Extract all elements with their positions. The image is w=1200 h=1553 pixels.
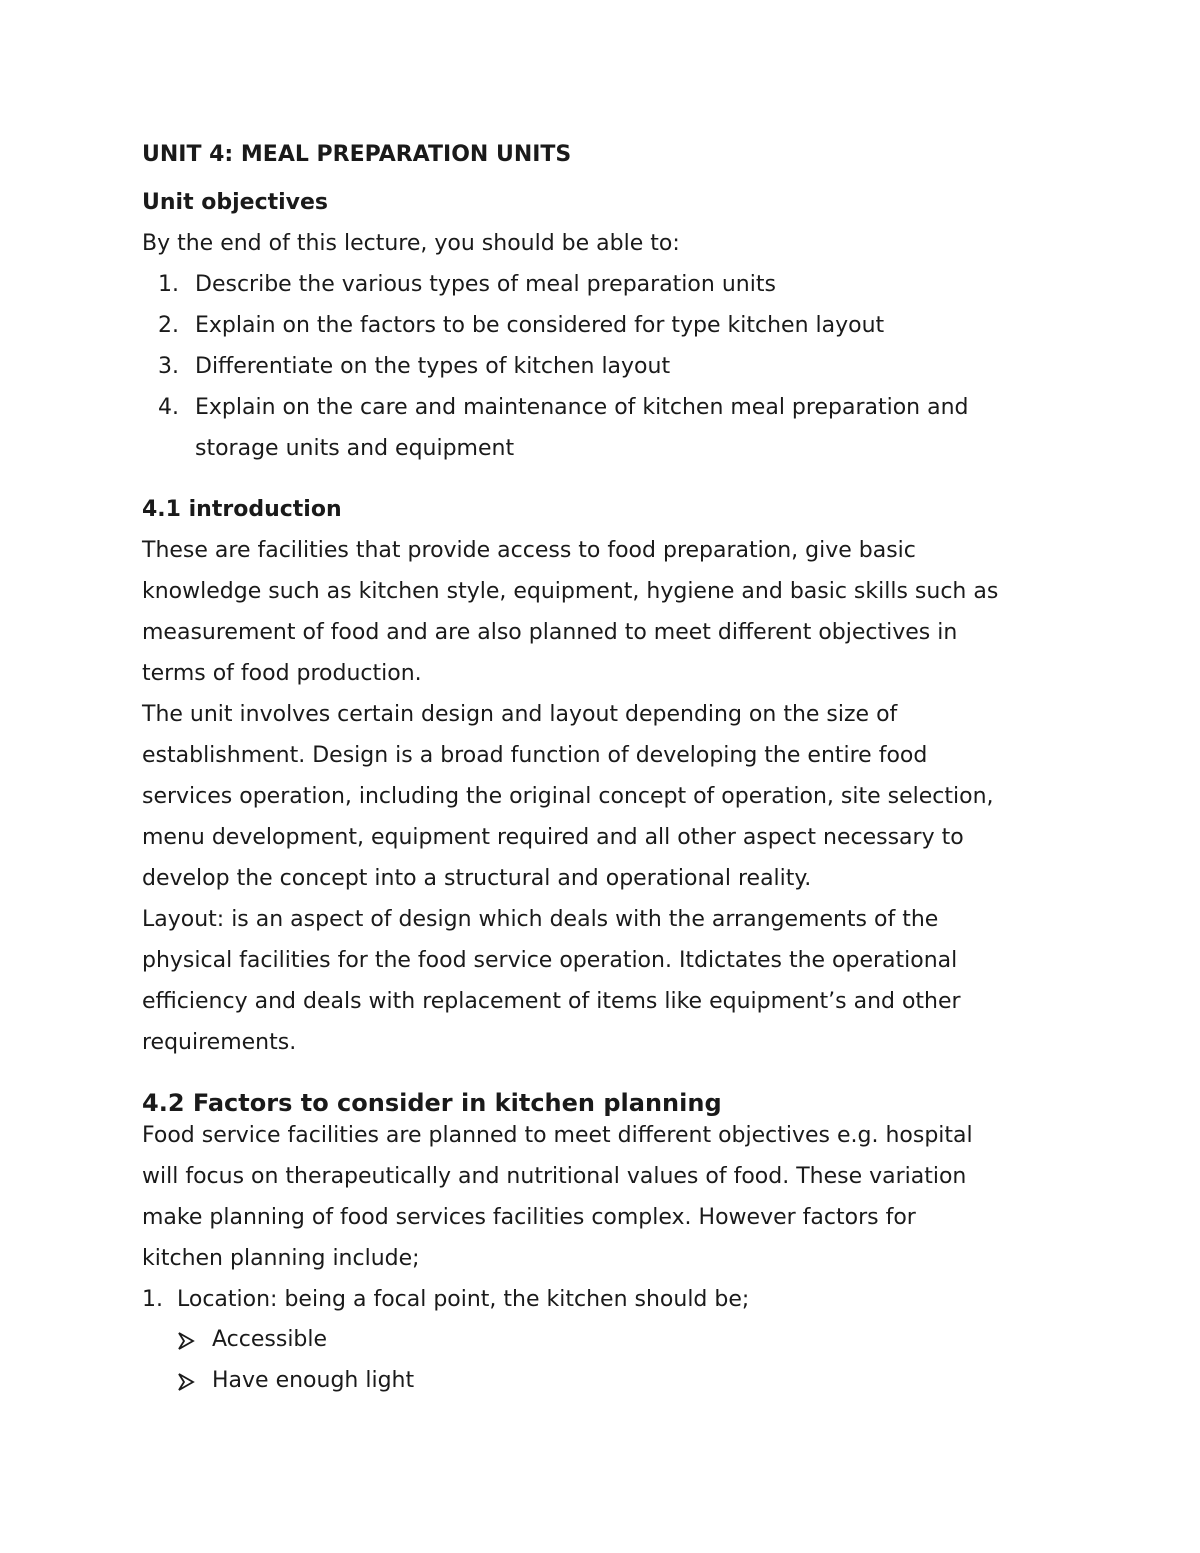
list-item: Describe the various types of meal preparation units: [195, 272, 776, 297]
paragraph-line: measurement of food and are also planned to meet different objectives in: [142, 620, 958, 645]
paragraph-line: establishment. Design is a broad function of developing the entire food: [142, 743, 928, 768]
factor-number: 1.: [142, 1287, 163, 1312]
paragraph-line: requirements.: [142, 1030, 297, 1055]
paragraph-line: menu development, equipment required and all other aspect necessary to: [142, 825, 964, 850]
list-item-continuation: storage units and equipment: [195, 436, 515, 461]
paragraph-line: kitchen planning include;: [142, 1246, 420, 1271]
list-item-number: 1.: [158, 272, 179, 297]
bullet-item: Accessible: [212, 1327, 328, 1352]
list-item: Explain on the factors to be considered for type kitchen layout: [195, 313, 885, 338]
objectives-intro: By the end of this lecture, you should be able to:: [142, 231, 680, 256]
arrow-bullet-icon: [177, 1371, 195, 1393]
arrow-bullet-icon: [177, 1330, 195, 1352]
objectives-heading: Unit objectives: [142, 190, 329, 215]
paragraph-line: efficiency and deals with replacement of items like equipment’s and other: [142, 989, 961, 1014]
paragraph-line: develop the concept into a structural and operational reality.: [142, 866, 812, 891]
paragraph-line: knowledge such as kitchen style, equipment, hygiene and basic skills such as: [142, 579, 999, 604]
paragraph-line: These are facilities that provide access to food preparation, give basic: [142, 538, 916, 563]
unit-title: UNIT 4: MEAL PREPARATION UNITS: [142, 142, 572, 167]
list-item: Explain on the care and maintenance of kitchen meal preparation and: [195, 395, 969, 420]
list-item-number: 2.: [158, 313, 179, 338]
list-item-number: 4.: [158, 395, 179, 420]
paragraph-line: services operation, including the original concept of operation, site selection,: [142, 784, 994, 809]
paragraph-line: The unit involves certain design and layout depending on the size of: [142, 702, 898, 727]
factor-item: Location: being a focal point, the kitchen should be;: [177, 1287, 750, 1312]
paragraph-line: will focus on therapeutically and nutritional values of food. These variation: [142, 1164, 967, 1189]
paragraph-line: Layout: is an aspect of design which deals with the arrangements of the: [142, 907, 939, 932]
list-item: Differentiate on the types of kitchen layout: [195, 354, 671, 379]
paragraph-line: physical facilities for the food service operation. Itdictates the operational: [142, 948, 958, 973]
section-4-2-heading: 4.2 Factors to consider in kitchen planning: [142, 1089, 722, 1117]
paragraph-line: make planning of food services facilities complex. However factors for: [142, 1205, 916, 1230]
paragraph-line: terms of food production.: [142, 661, 422, 686]
section-4-1-heading: 4.1 introduction: [142, 497, 342, 522]
paragraph-line: Food service facilities are planned to meet different objectives e.g. hospital: [142, 1123, 973, 1148]
list-item-number: 3.: [158, 354, 179, 379]
bullet-item: Have enough light: [212, 1368, 415, 1393]
